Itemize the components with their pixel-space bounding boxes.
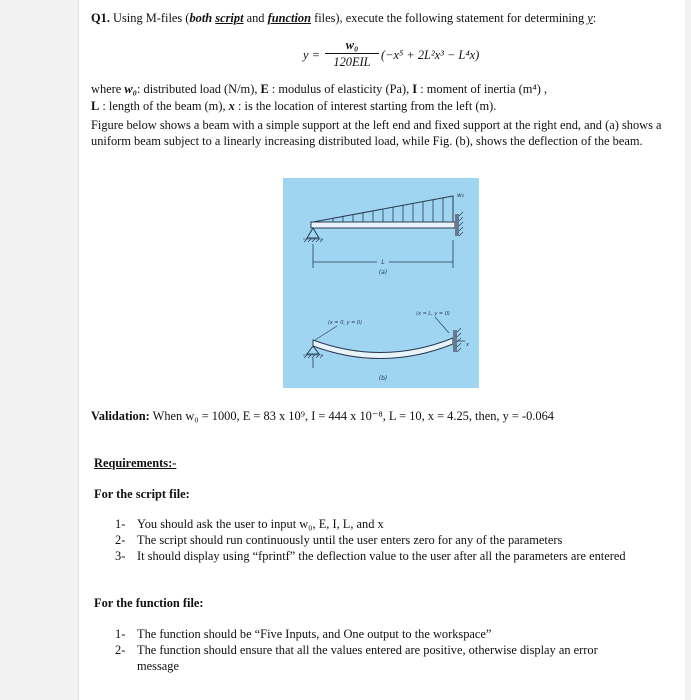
requirements-title: Requirements:- <box>94 456 177 470</box>
L-definition: : length of the beam (m), <box>99 99 229 113</box>
equation-polynomial: (−x⁵ + 2L²x³ − L⁴x) <box>381 48 480 62</box>
right-boundary-condition: (x = L, y = 0) <box>416 311 450 317</box>
wall-hatch-b <box>457 328 461 352</box>
ground-hatch-a <box>303 239 323 242</box>
ground-hatch-b <box>303 355 323 358</box>
item-number: 1- <box>115 627 126 641</box>
w0-symbol: w₀ <box>124 82 137 96</box>
item-text: You should ask the user to input w₀, E, I, L, and x <box>137 517 384 531</box>
w0-definition: : distributed load (N/m), <box>136 82 261 96</box>
where-word: where <box>91 82 125 96</box>
colon: : <box>592 11 597 25</box>
left-bc-leader <box>315 326 337 340</box>
I-symbol: I <box>412 82 418 96</box>
left-boundary-condition: (x = 0, y = 0) <box>327 320 363 326</box>
beam-a <box>311 222 455 228</box>
target-variable: y <box>587 11 593 25</box>
x-symbol: x <box>228 99 235 113</box>
equation-denominator: 120EIL <box>333 55 371 69</box>
length-label: L <box>381 259 385 266</box>
item-number: 2- <box>115 533 126 547</box>
beam-figure <box>283 178 479 388</box>
pin-support-a <box>307 228 319 238</box>
L-symbol: L <box>91 99 100 113</box>
function-heading <box>94 596 204 612</box>
fraction-bar <box>325 53 379 54</box>
figure-description: Figure below shows a beam with a simple support at the left end and fixed support at the right end, and (a) shows a uniform beam subject to a linearly increasing distributed load, while Fig. (b), shows the deflection of the beam. <box>91 118 662 148</box>
item-text: The function should ensure that all the values entered are positive, otherwise display an error message <box>137 643 598 673</box>
E-symbol: E <box>260 82 269 96</box>
right-bc-leader <box>435 317 449 333</box>
both-word: both <box>189 11 213 25</box>
requirements-heading <box>94 456 176 472</box>
beam-diagram <box>283 178 479 388</box>
question-text: Using M-files ( <box>109 11 190 25</box>
question-text-2: files), execute the following statement for determining <box>311 11 588 25</box>
question-line <box>91 11 596 27</box>
item-text: It should display using “fprintf” the deflection value to the user after all the parameters are entered <box>137 549 626 563</box>
function-word: function <box>267 11 311 25</box>
item-text: The script should run continuously until the user enters zero for any of the parameters <box>137 533 563 547</box>
E-definition: : modulus of elasticity (Pa), <box>268 82 413 96</box>
x-definition: : is the location of interest starting from the left (m). <box>234 99 497 113</box>
script-word: script <box>215 11 244 25</box>
fixed-wall-a <box>455 214 459 236</box>
deflected-beam <box>313 338 453 359</box>
figure-b-label: (b) <box>378 375 388 382</box>
function-title: For the function file: <box>94 596 204 610</box>
item-number: 2- <box>115 643 126 657</box>
item-number: 3- <box>115 549 126 563</box>
question-number: Q1. <box>91 11 110 25</box>
validation-line <box>91 409 554 425</box>
wall-hatch-a <box>459 212 463 236</box>
equation-lhs: y = <box>303 48 320 62</box>
figure-a-label: (a) <box>378 269 388 276</box>
and-word: and <box>243 11 268 25</box>
load-arrows <box>333 198 443 222</box>
x-axis-label: x <box>466 342 469 348</box>
script-heading <box>94 487 190 503</box>
script-title: For the script file: <box>94 487 190 501</box>
definitions-line-2 <box>91 99 496 115</box>
definitions-line-1 <box>91 82 547 98</box>
I-definition: : moment of inertia (m⁴) , <box>417 82 548 96</box>
equation-numerator: w₀ <box>345 38 359 52</box>
load-label: w₀ <box>457 192 465 199</box>
equation-fraction <box>325 38 379 69</box>
validation-label: Validation: <box>91 409 150 423</box>
item-number: 1- <box>115 517 126 531</box>
item-text: The function should be “Five Inputs, and One output to the workspace” <box>137 627 492 641</box>
fixed-wall-b <box>453 330 457 352</box>
validation-text: When w₀ = 1000, E = 83 x 10⁹, I = 444 x 10⁻⁸, L = 10, x = 4.25, then, y = -0.064 <box>149 409 554 423</box>
